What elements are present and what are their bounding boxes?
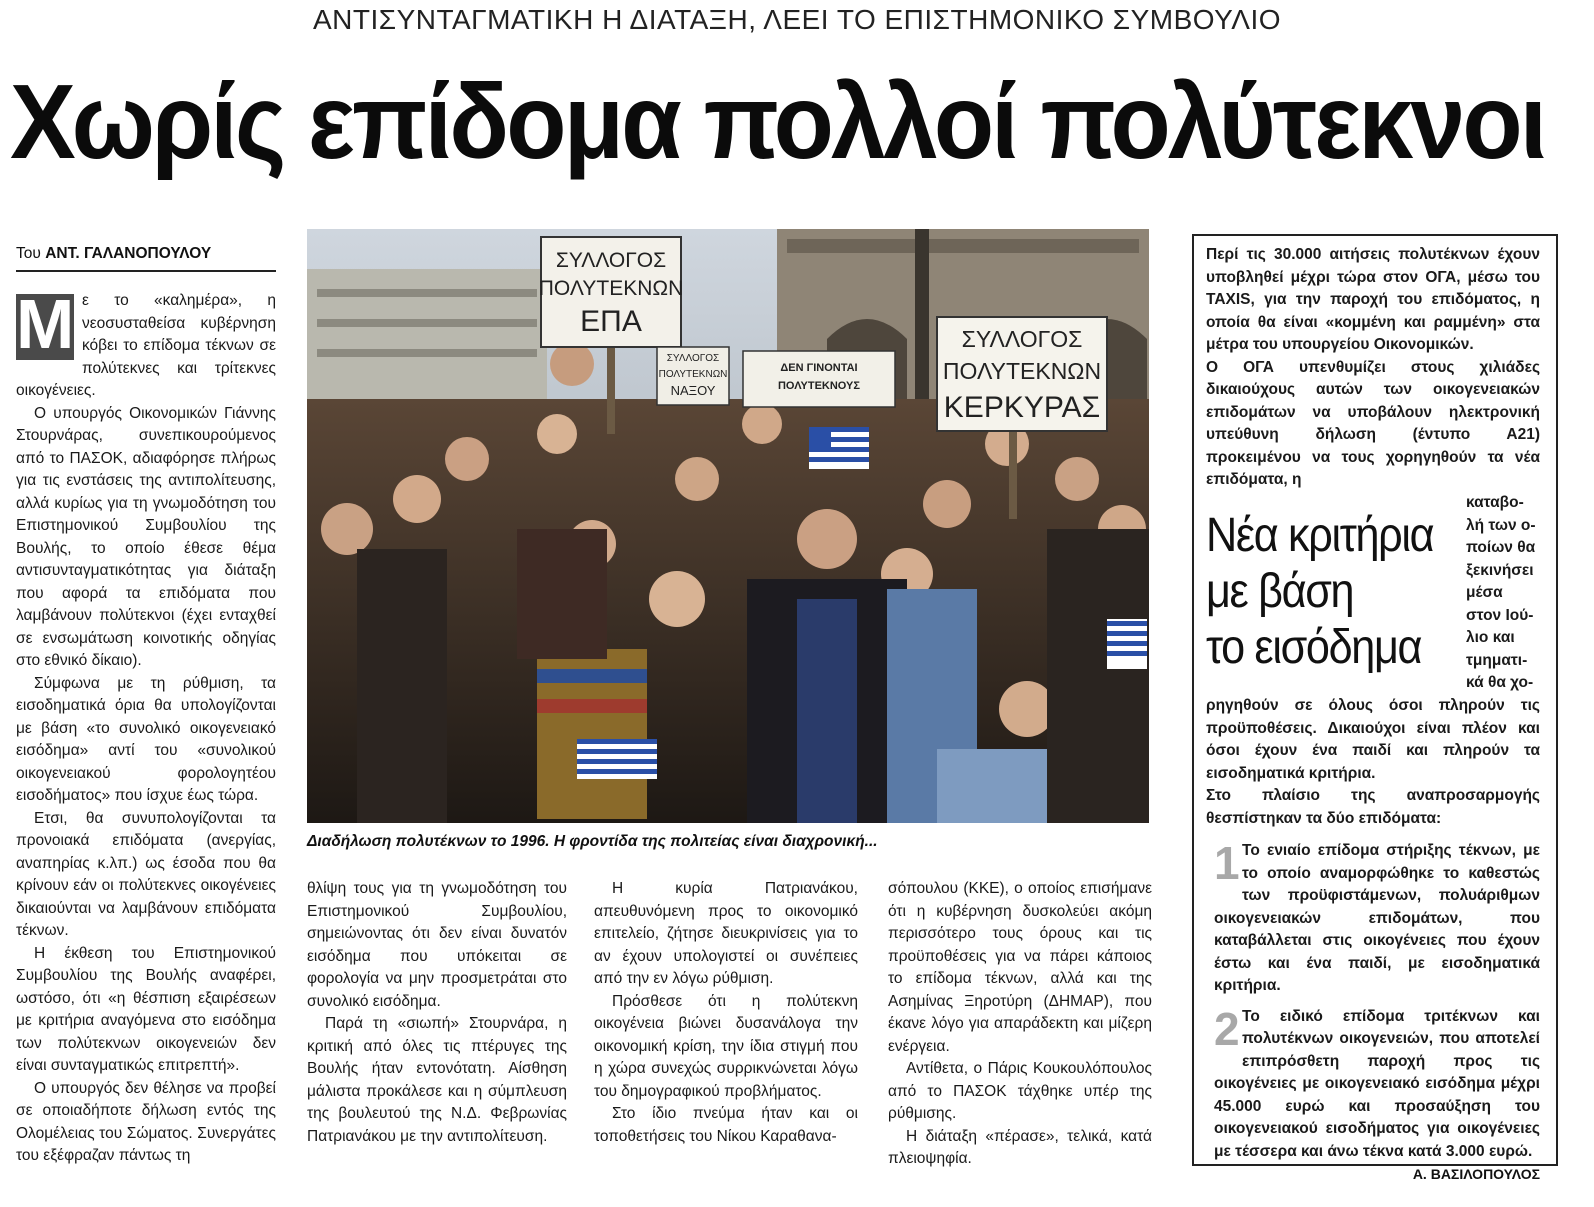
sign-text: ΠΟΛΥΤΕΚΝΩΝ [942,358,1102,384]
sidebar-wrap-text: καταβο- λή των ο- ποίων θα ξεκινήσει μέσα στον Ιού- λιο και τμηματι- κά θα χο- [1466,494,1536,691]
protest-sign-naxou [657,347,729,405]
sign-text: ΠΟΛΥΤΕΚΝΟΥΣ [777,380,861,392]
sidebar-paragraph: Στο πλαίσιο της αναπροσαρμογής θεσπίστηκαν τα δύο επιδόματα: [1206,787,1540,827]
protest-photo [307,229,1149,823]
subhead-line: το εισόδημα [1206,621,1422,674]
subhead-line: με βάση [1206,565,1354,618]
byline [16,245,211,263]
paragraph: Μ ε το «καλημέρα», η νεοσυσταθείσα κυβέρνηση κόβει το επίδομα τέκνων σε πολύτεκνες και τρίτεκνες οικογένειες. [16,285,276,399]
drop-cap: Μ [16,285,75,363]
sidebar-paragraph: Περί τις 30.000 αιτήσεις πολυτέκνων έχουν υποβληθεί μέχρι τώρα στον ΟΓΑ, μέσω του TAXIS, για την παροχή του επιδόματος, η οποία θα είναι «κομμένη και ραμμένη» στα μέτρα του υπουργείου Οικονομικών. [1206,246,1540,353]
paragraph: Αντίθετα, ο Πάρις Κουκουλόπουλος από το ΠΑΣΟΚ τάχθηκε υπέρ της ρύθμισης. [888,1060,1152,1122]
paragraph: Η έκθεση του Επιστημονικού Συμβουλίου της Βουλής αναφέρει, ωστόσο, ότι «η θέσπιση εξαιρέσεων με κριτήρια αναγόμενα στο εισόδημα των πολύτεκνων οικογενειών δεν είναι συνταγματικώς επιτρεπτή». [16,944,276,1074]
paragraph: Στο ίδιο πνεύμα ήταν και οι τοποθετήσεις του Νίκου Καραθανα- [594,1105,858,1145]
photo-caption: Διαδήλωση πολυτέκνων το 1996. Η φροντίδα της πολιτείας είναι διαχρονική... [307,833,878,850]
paragraph: Σύμφωνα με τη ρύθμιση, τα εισοδηματικά όρια θα υπολογίζονται με βάση «το συνολικό οικογενειακό εισόδημα» αντί του «συνολικού οικογενειακού φορολογητέου εισοδήματος» που ίσχυε έως τώρα. [16,674,276,804]
paragraph: Παρά τη «σιωπή» Στουρνάρα, η κριτική από όλες τις πτέρυγες της Βουλής ήταν εντονότατη. Αίσθηση μάλιστα προκάλεσε και η σύμπλευση της βουλευτού της Ν.Δ. Φεβρωνίας Πατριανάκου με την αντιπολίτευση. [307,1015,567,1145]
greek-flag-2 [577,739,657,779]
article-column-2 [307,878,567,1148]
headline: Χωρίς επίδομα πολλοί πολύτεκνοι [10,63,1545,181]
sign-text: ΣΥΛΛΟΓΟΣ [555,249,667,272]
paragraph: Ο υπουργός δεν θέλησε να προβεί σε οποιαδήποτε δήλωση εντός της Ολομέλειας του Σώματος. Συνεργάτες του εξέφραζαν πάντως τη [16,1079,276,1164]
byline-author: ΑΝΤ. ΓΑΛΑΝΟΠΟΥΛΟΥ [45,245,212,262]
paragraph: σόπουλου (ΚΚΕ), ο οποίος επισήμανε ότι η κυβέρνηση δυσκολεύει ακόμη περισσότερο τους όρους και τις προϋποθέσεις για να πάρει κάποιος το επίδομα τέκνων, αλλά και της Ασημίνας Ξηροτύρη (ΔΗΜΑΡ), που έκανε λόγο για απαράδεκτη και μίζερη ενέργεια. [888,880,1152,1055]
sidebar-paragraph: ρηγηθούν σε όλους όσοι πληρούν τις προϋποθέσεις. Δικαιούχοι είναι πλέον και όσοι έχουν ένα παιδί και πληρούν τα εισοδηματικά κριτήρια. [1206,697,1540,782]
article-column-3 [594,878,858,1148]
sidebar-intro [1206,244,1540,492]
sign-text: ΠΟΛΥΤΕΚΝΩΝ [658,369,728,380]
sign-text: ΠΟΛΥΤΕΚΝΩΝ [538,277,684,300]
byline-rule [16,270,276,272]
sign-text: ΣΥΛΛΟΓΟΣ [961,326,1083,352]
item-number: 2 [1214,1002,1240,1055]
kicker: ΑΝΤΙΣΥΝΤΑΓΜΑΤΙΚΗ Η ΔΙΑΤΑΞΗ, ΛΕΕΙ ΤΟ ΕΠΙΣΤΗΜΟΝΙΚΟ ΣΥΜΒΟΥΛΙΟ [312,4,1282,35]
greek-flag-3 [1107,619,1147,669]
sign-text: ΝΑΞΟΥ [670,383,716,398]
paragraph: Ο υπουργός Οικονομικών Γιάννης Στουρνάρας, συνεπικουρούμενος από το ΠΑΣΟΚ, αδιαφόρησε πλήρως για τις ενστάσεις της αντιπολίτευσης, αλλά κυρίως για τη γνωμοδότηση του Επιστημονικού Συμβουλίου της Βουλής, το οποίο έθεσε θέμα αντισυνταγματικότητας για διάταξη που αφορά τα επιδόματα που λαμβάνουν πολύτεκνοι (έχει ενταχθεί σε ενσωμάτωση κοινοτικής οδηγίας στο εθνικό δίκαιο). [16,404,276,669]
protest-illustration [307,229,1149,823]
greek-flag-1 [809,427,869,469]
paragraph: θλίψη τους για τη γνωμοδότηση του Επιστημονικού Συμβουλίου, σημειώνοντας ότι δεν είναι δυνατόν εισόδημα που υπόκειται σε φορολογία να μην προσμετράται στο συνολικό εισόδημα. [307,880,567,1010]
sign-text: ΔΕΝ ΓΙΝΟΝΤΑΙ [780,362,858,374]
sidebar-subhead [1206,508,1433,676]
paragraph: Ετσι, θα συνυπολογίζονται τα προνοιακά επιδόματα (ανεργίας, αναπηρίας κ.λπ.) ως έσοδα που θα κρίνουν εάν οι πολύτεκνες οικογένειες δικαιούνται να λαμβάνουν επιδόματα τέκνων. [16,809,276,939]
paragraph: Η διάταξη «πέρασε», τελικά, κατά πλειοψηφία. [888,1127,1152,1167]
article-column-1 [16,285,276,1168]
item-number: 1 [1214,837,1240,889]
article-column-4 [888,878,1152,1171]
sidebar-signoff: Α. ΒΑΣΙΛΟΠΟΥΛΟΣ [1412,1166,1540,1182]
sign-text: ΚΕΡΚΥΡΑΣ [943,391,1101,424]
subhead-line: Νέα κριτήρια [1206,509,1434,562]
byline-prefix: Του [16,245,41,262]
sidebar-list-item: 1 Το ενιαίο επίδομα στήριξης τέκνων, με το οποίο αναμορφώθηκε το καθεστώς των προϋφιστάμενων, πολυάριθμων οικογενειακών επιδομάτων, που καταβάλλεται στις οικογένειες που έχουν έστω και ένα παιδί, με εισοδηματικά κριτήρια. [1214,837,1540,994]
sidebar-body [1206,695,1540,1186]
sign-text: ΕΠΑ [580,305,642,338]
protest-sign-slogan [743,351,895,407]
paragraph: Η κυρία Πατριανάκου, απευθυνόμενη προς το οικονομικό επιτελείο, ζήτησε διευκρινίσεις για το αν έχουν υπολογιστεί οι συνέπειες από την εν λόγω ρύθμιση. [594,880,858,987]
sidebar-paragraph: Ο ΟΓΑ υπενθυμίζει στους χιλιάδες δικαιούχους αυτών των οικογενειακών επιδομάτων να υποβάλουν ηλεκτρονική υπεύθυνη δήλωση (έντυπο Α21) προκειμένου να τους χορηγηθούν τα νέα επιδόματα, η [1206,358,1540,488]
paragraph: Πρόσθεσε ότι η πολύτεκνη οικογένεια βιώνει δυσανάλογα την οικονομική κρίση, την ίδια στιγμή που η χώρα συνεχώς συρρικνώνεται λόγω του δημογραφικού προβλήματος. [594,992,858,1100]
sidebar-list-item: 2 Το ειδικό επίδομα τριτέκνων και πολυτέκνων οικογενειών, που αποτελεί επιπρόσθετη παροχή προς τις οικογένειες με οικογενειακό εισόδημα μέχρι 45.000 ευρώ και προσαύξηση του οικογενειακού εισοδήματος για οικογένειες με τέσσερα και άνω τέκνα κατά 3.000 ευρώ. [1214,1002,1540,1160]
sign-text: ΣΥΛΛΟΓΟΣ [666,353,720,364]
